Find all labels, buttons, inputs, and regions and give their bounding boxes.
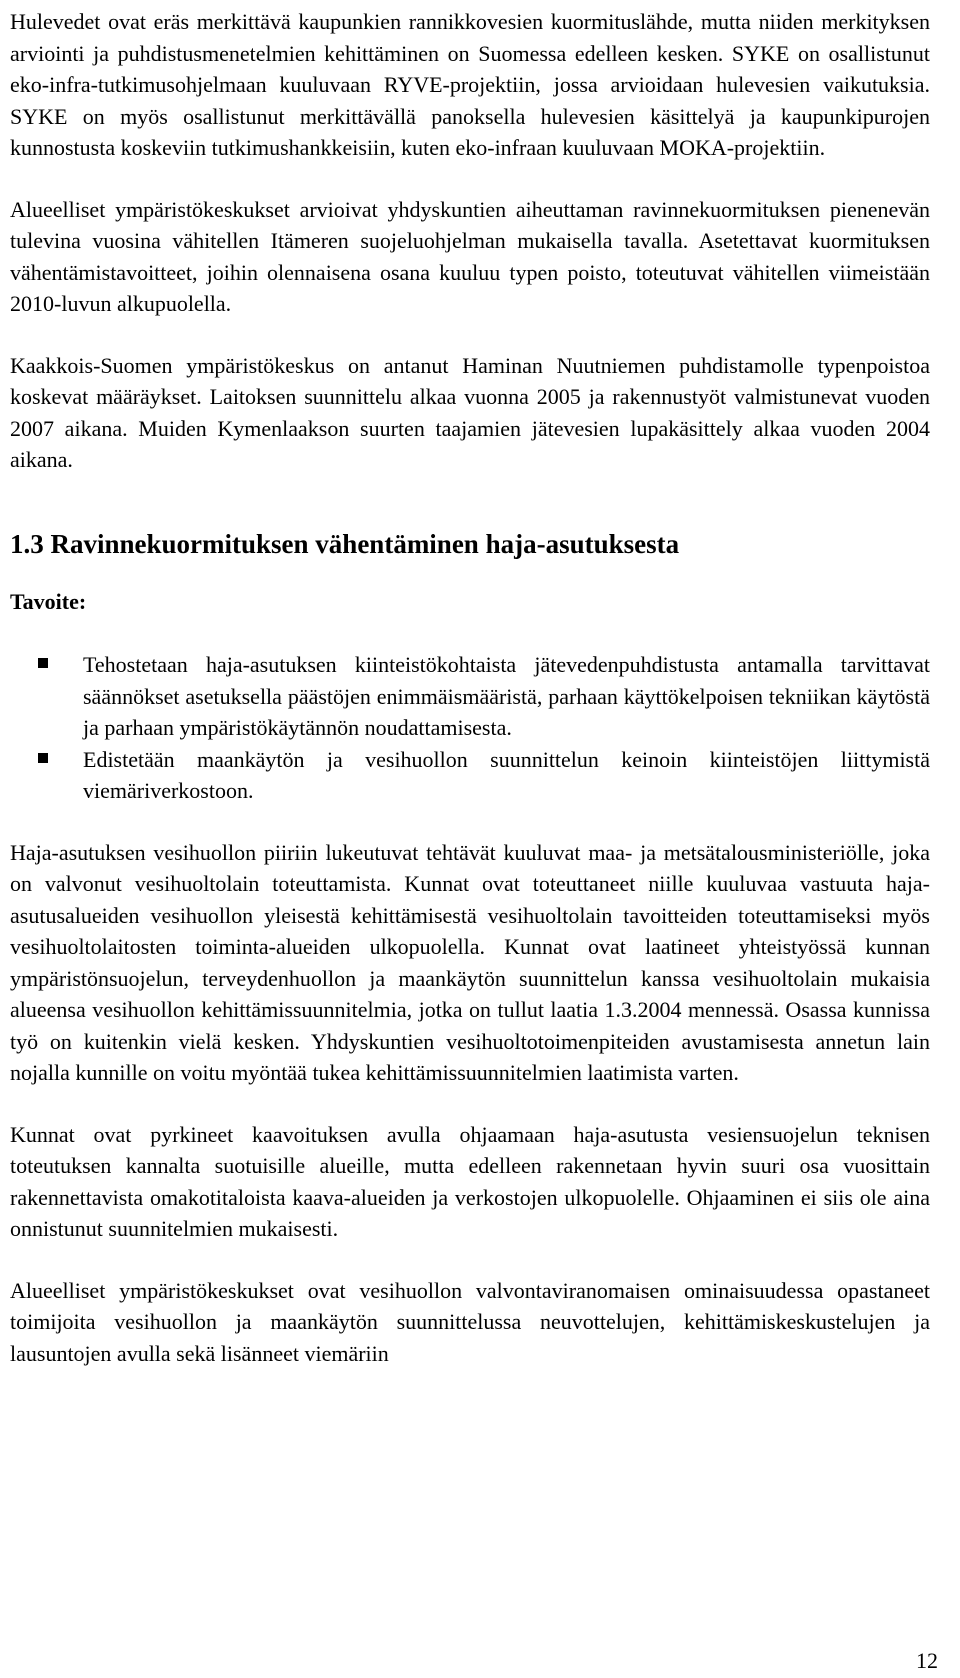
section-heading: 1.3 Ravinnekuormituksen vähentäminen haja-asutuksesta [10,528,680,559]
goal-text: Tehostetaan haja-asutuksen kiinteistökohtaista jätevedenpuhdistusta antamalla tarvittavat säännökset asetuksella päästöjen enimmäismääristä, parhaan käyttökelpoisen tekniikan käytöstä ja parhaan ympäristökäytännön noudattamisesta. [83,652,930,740]
paragraph-kaakkois-suomi: Kaakkois-Suomen ympäristökeskus on antanut Haminan Nuutniemen puhdistamolle typenpoistoa koskevat määräykset. Laitoksen suunnittelu alkaa vuonna 2005 ja rakennustyöt valmistunevat vuoden 2007 aikana. Muiden Kymenlaakson suurten taajamien jätevesien lupakäsittely alkaa vuoden 2004 aikana. [10,352,930,472]
paragraph-regional-centres: Alueelliset ympäristökeskukset arvioivat yhdyskuntien aiheuttaman ravinnekuormituksen pienenevän tulevina vuosina vähitellen Itämeren suojeluohjelman mukaisella tavalla. Asetettavat kuormituksen vähentämistavoitteet, joihin olennaisena osana kuuluu typen poisto, toteutuvat vähitellen viimeistään 2010-luvun alkupuolella. [10,196,930,316]
page-content [10,6,930,1399]
paragraph-supervision: Alueelliset ympäristökeskukset ovat vesihuollon valvontaviranomaisen ominaisuudessa opastaneet toimijoita vesihuollon ja maankäytön suunnittelussa neuvottelujen, kehittämiskeskustelujen ja lausuntojen avulla sekä lisänneet viemäriin [10,1277,930,1366]
goal-item [10,744,930,807]
paragraph-stormwater: Hulevedet ovat eräs merkittävä kaupunkien rannikkovesien kuormituslähde, mutta niiden merkityksen arviointi ja puhdistusmenetelmien kehittäminen on Suomessa edelleen kesken. SYKE on osallistunut eko-infra-tutkimusohjelmaan kuuluvaan RYVE-projektiin, jossa arvioidaan hulevesien vaikutuksia. SYKE on myös osallistunut merkittävällä panoksella hulevesien käsittelyä ja kaupunkipurojen kunnostusta koskeviin tutkimushankkeisiin, kuten eko-infraan kuuluvaan MOKA-projektiin. [10,9,930,160]
heading-spacer [10,506,930,526]
square-bullet-icon [38,658,48,668]
paragraph-water-services: Haja-asutuksen vesihuollon piiriin lukeutuvat tehtävät kuuluvat maa- ja metsätalousministeriölle, joka on valvonut vesihuoltolain toteuttamista. Kunnat ovat toteuttaneet niille kuuluvaa vastuuta haja-asutusalueiden vesihuollon yleisestä kehittämisestä vesihuoltolain tavoitteiden toteuttamiseksi myös vesihuoltolaitosten toiminta-alueiden ulkopuolella. Kunnat ovat laatineet yhteistyössä kunnan ympäristönsuojelun, terveydenhuollon ja maankäytön suunnittelun kanssa vesihuoltolain mukaisia alueensa vesihuollon kehittämissuunnitelmia, jotka on tullut laatia 1.3.2004 mennessä. Osassa kunnissa työ on kuitenkin vielä kesken. Yhdyskuntien vesihuoltotoimenpiteiden avustamisesta annetun lain nojalla kunnille on voitu myöntää tukea kehittämissuunnitelmien laatimista varten. [10,839,930,1085]
goal-label: Tavoite: [10,588,87,614]
paragraph-zoning: Kunnat ovat pyrkineet kaavoituksen avulla ohjaamaan haja-asutusta vesiensuojelun teknisen toteutuksen kannalta suotuisille alueille, mutta edelleen rakennetaan hyvin suuri osa vuosittain rakennettavista omakotitaloista kaava-alueiden ja verkostojen ulkopuolelle. Ohjaaminen ei siis ole aina onnistunut suunnitelmien mukaisesti. [10,1121,930,1241]
goal-text: Edistetään maankäytön ja vesihuollon suunnittelun keinoin kiinteistöjen liittymistä viemäriverkostoon. [83,746,930,803]
goal-item [10,649,930,744]
page-number: 12 [916,1647,938,1673]
square-bullet-icon [38,753,48,763]
goal-list [10,649,930,807]
